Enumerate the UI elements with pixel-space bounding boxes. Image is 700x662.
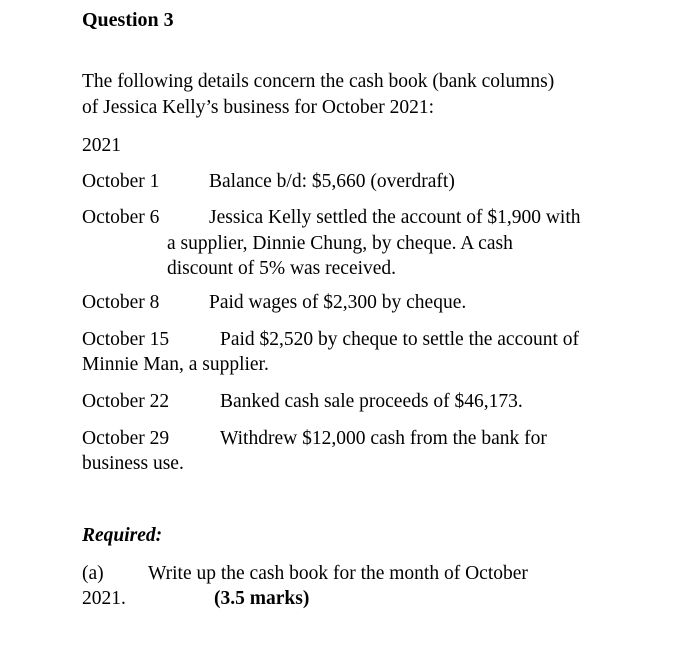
entry-text: discount of 5% was received.	[167, 258, 397, 279]
entry-text: Paid $2,520 by cheque to settle the account of	[220, 329, 580, 350]
entry-date: October 22	[82, 391, 170, 412]
entry-text: Minnie Man, a supplier.	[82, 354, 269, 375]
year-label: 2021	[82, 135, 121, 156]
entry-date: October 29	[82, 428, 170, 449]
part-a-label: (a)	[82, 563, 104, 584]
entry-text: Balance b/d: $5,660 (overdraft)	[209, 171, 455, 192]
part-a-text: Write up the cash book for the month of October	[148, 563, 528, 584]
question-heading: Question 3	[82, 9, 174, 31]
entry-text: Withdrew $12,000 cash from the bank for	[220, 428, 547, 449]
entry-text: Banked cash sale proceeds of $46,173.	[220, 391, 523, 412]
part-a-marks: (3.5 marks)	[214, 588, 310, 609]
entry-date: October 8	[82, 292, 160, 313]
entry-text: a supplier, Dinnie Chung, by cheque. A cash	[167, 233, 513, 254]
part-a-text-continued: 2021.	[82, 588, 126, 609]
intro-line-2: of Jessica Kelly’s business for October 2021:	[82, 97, 435, 118]
intro-line-1: The following details concern the cash book (bank columns)	[82, 71, 555, 92]
entry-text: Paid wages of $2,300 by cheque.	[209, 292, 467, 313]
entry-date: October 15	[82, 329, 170, 350]
entry-date: October 1	[82, 171, 160, 192]
required-label: Required:	[82, 525, 163, 546]
entry-date: October 6	[82, 207, 160, 228]
entry-text: business use.	[82, 453, 184, 474]
entry-text: Jessica Kelly settled the account of $1,900 with	[209, 207, 581, 228]
cut-off-text-fragment	[82, 652, 502, 662]
